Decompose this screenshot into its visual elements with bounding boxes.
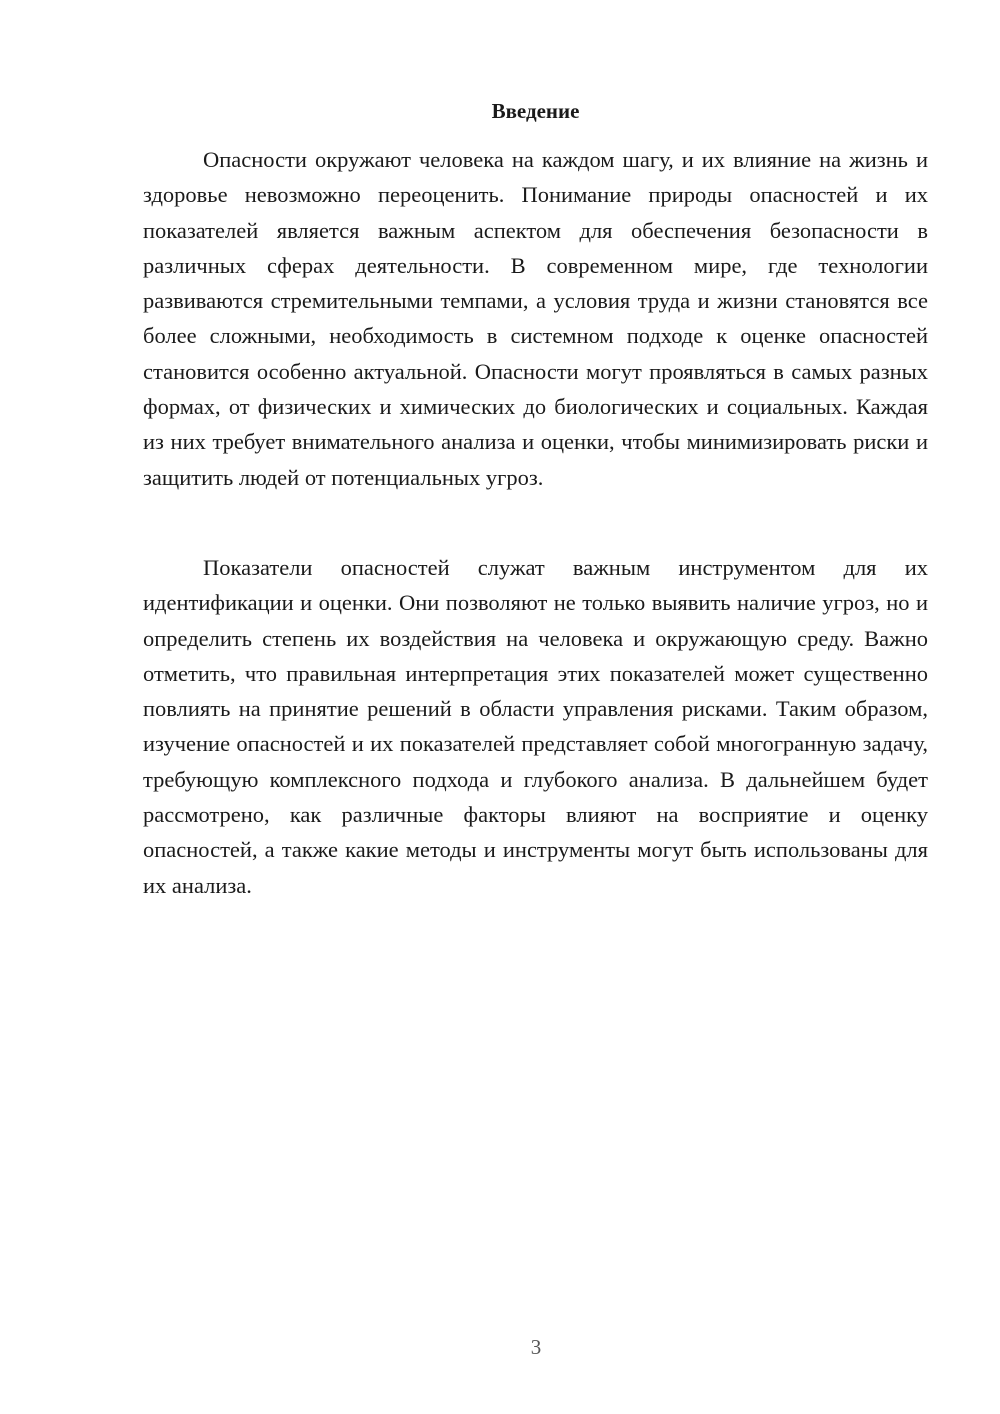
paragraph-2: Показатели опасностей служат важным инструментом для их идентификации и оценки. Они позволяют не только выявить наличие угроз, но и определить степень их воздействия на человека и окружающую среду. Важно отметить, что правильная интерпретация этих показателей может существенно повлиять на принятие решений в области управления рисками. Таким образом, изучение опасностей и их показателей представляет собой многогранную задачу, требующую комплексного подхода и глубокого анализа. В дальнейшем будет рассмотрено, как различные факторы влияют на восприятие и оценку опасностей, а также какие методы и инструменты могут быть использованы для их анализа.	[143, 555, 928, 898]
section-title: Введение	[491, 99, 580, 123]
page-number: 3	[530, 1335, 542, 1359]
paragraph-1: Опасности окружают человека на каждом шагу, и их влияние на жизнь и здоровье невозможно переоценить. Понимание природы опасностей и их показателей является важным аспектом для обеспечения безопасности в различных сферах деятельности. В современном мире, где технологии развиваются стремительными темпами, а условия труда и жизни становятся все более сложными, необходимость в системном подходе к оценке опасностей становится особенно актуальной. Опасности могут проявляться в самых разных формах, от физических и химических до биологических и социальных. Каждая из них требует внимательного анализа и оценки, чтобы минимизировать риски и защитить людей от потенциальных угроз.	[143, 147, 928, 490]
